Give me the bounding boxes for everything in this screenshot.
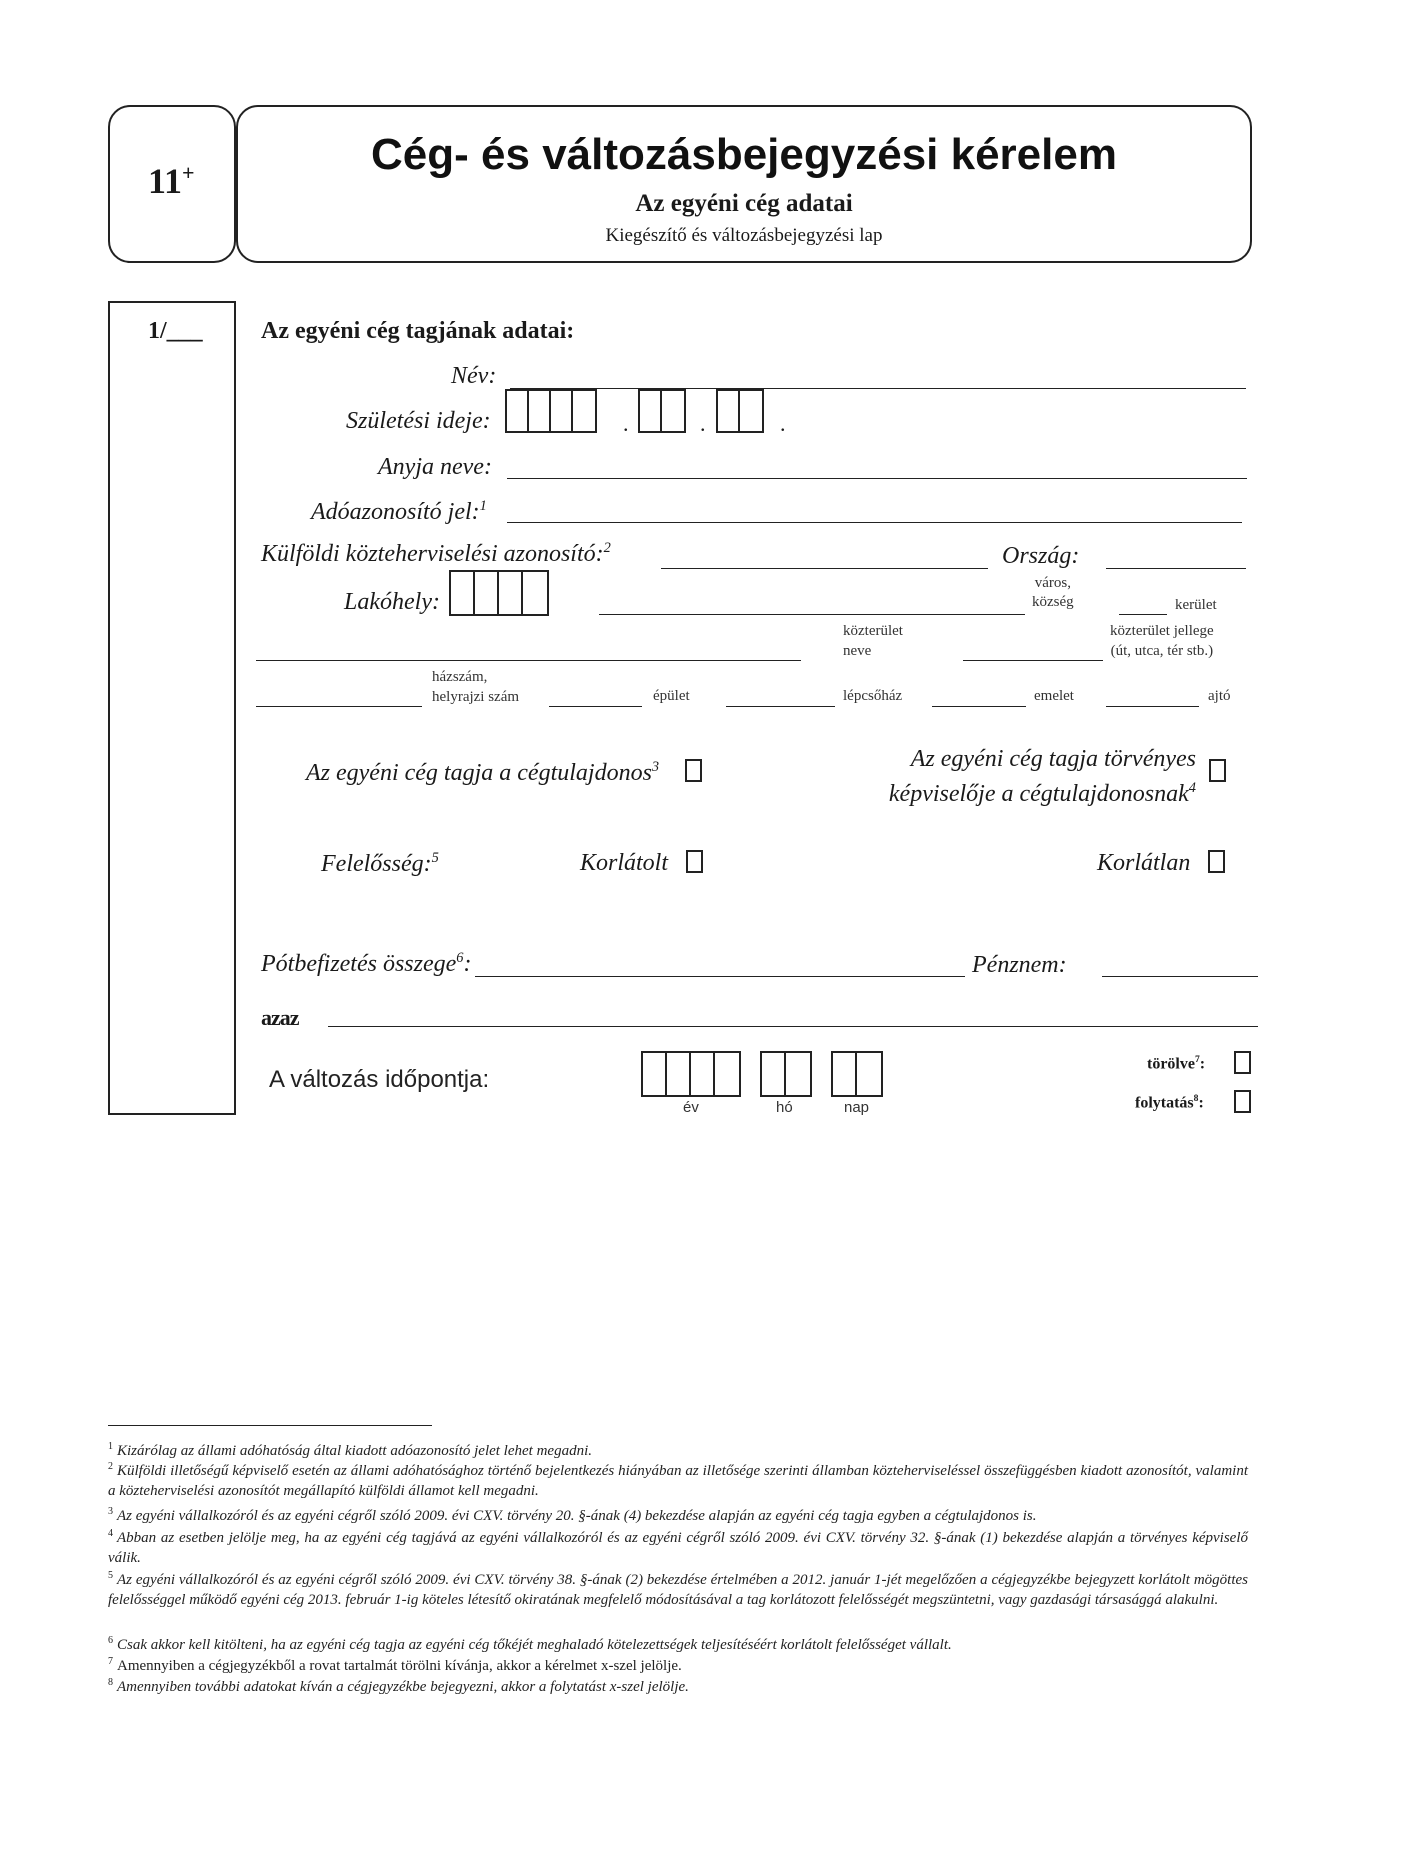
footnote-ref-6: 6: [456, 950, 464, 966]
change-month-boxes[interactable]: [760, 1051, 812, 1097]
country-label: Ország:: [1002, 543, 1080, 569]
footnote-ref-4: 4: [1188, 780, 1196, 796]
deleted-label: [1147, 1054, 1205, 1073]
currency-field[interactable]: [1102, 976, 1258, 977]
public-area-name-label: közterület neve: [843, 623, 903, 659]
footnote-5-num: 5: [108, 1570, 113, 1581]
form-number: [148, 160, 195, 202]
section-heading: Az egyéni cég tagjának adatai:: [261, 318, 575, 344]
deleted-checkbox[interactable]: [1234, 1051, 1251, 1074]
continuation-checkbox[interactable]: [1234, 1090, 1251, 1113]
limited-checkbox[interactable]: [686, 850, 703, 873]
unlimited-label: Korlátlan: [1097, 850, 1191, 876]
footnote-6-text: Csak akkor kell kitölteni, ha az egyéni cég tagja az egyéni cég tőkéjét meghaladó kötelezettségek teljesítéséért korlátolt felelősséget vállalt.: [117, 1637, 952, 1653]
footnote-5-text: Az egyéni vállalkozóról és az egyéni cégről szóló 2009. évi CXV. törvény 38. §-ának (2) bekezdése értelmében a 2012. január 1-jét megelőzően a cégjegyzékbe bejegyzett korlátolt mögöttes felelősséggel működő egyéni cég 2013. február 1-ig köteles létesítő okiratának megfelelő módosításával a tag korlátozott felelősségét megszüntetni, vagy gazdasági társasággá alakulni.: [108, 1572, 1248, 1608]
continuation-label-text: folytatás: [1135, 1094, 1194, 1112]
footnote-7-num: 7: [108, 1656, 113, 1667]
legal-rep-checkbox[interactable]: [1209, 759, 1226, 782]
footnote-ref-5: 5: [431, 850, 439, 866]
owner-label-text: Az egyéni cég tagja a cégtulajdonos: [306, 760, 652, 786]
city-field[interactable]: [599, 614, 1025, 615]
staircase-field[interactable]: [726, 706, 835, 707]
district-label: kerület: [1175, 597, 1217, 613]
foreign-id-label-text: Külföldi közteherviselési azonosító:: [261, 541, 604, 567]
footnote-separator: [108, 1425, 432, 1426]
footnote-4-text: Abban az esetben jelölje meg, ha az egyéni cég tagjává az egyéni vállalkozóról és az egyéni cégről szóló 2009. évi CXV. törvény 32. §-ának (1) bekezdése alapján a törvényes képviselő válik.: [108, 1530, 1248, 1566]
change-day-boxes[interactable]: [831, 1051, 883, 1097]
birth-month-boxes[interactable]: [638, 389, 686, 433]
footnote-5: [108, 1566, 1248, 1610]
footnote-8-num: 8: [108, 1677, 113, 1688]
in-words-label: azaz: [261, 1005, 299, 1030]
door-field[interactable]: [1106, 706, 1199, 707]
footnote-3-num: 3: [108, 1506, 113, 1517]
mother-name-label: Anyja neve:: [378, 454, 492, 480]
footnote-ref-2: 2: [603, 540, 611, 556]
building-field[interactable]: [549, 706, 642, 707]
supplement-amount-field[interactable]: [475, 976, 965, 977]
page-subtitle: Az egyéni cég adatai: [635, 190, 853, 217]
public-area-type-label: közterület jellege (út, utca, tér stb.): [1110, 623, 1214, 659]
footnote-3-text: Az egyéni vállalkozóról és az egyéni cégről szóló 2009. évi CXV. törvény 20. §-ának (4) bekezdése alapján az egyéni cég tagja egyben a cégtulajdonos is.: [117, 1508, 1037, 1524]
foreign-id-field[interactable]: [661, 568, 988, 569]
change-year-boxes[interactable]: [641, 1051, 741, 1097]
owner-checkbox[interactable]: [685, 759, 702, 782]
birth-dot: .: [623, 411, 629, 436]
day-label: nap: [844, 1099, 870, 1116]
birth-year-boxes[interactable]: [505, 389, 597, 433]
floor-field[interactable]: [932, 706, 1026, 707]
liability-label: [321, 850, 439, 878]
deleted-colon: :: [1199, 1055, 1206, 1073]
footnote-7-text: Amennyiben a cégjegyzékből a rovat tartalmát törölni kívánja, akkor a kérelmet x-szel jelölje.: [117, 1658, 682, 1674]
public-area-type-field[interactable]: [963, 660, 1103, 661]
footnote-8-text: Amennyiben további adatokat kíván a cégjegyzékbe bejegyezni, akkor a folytatást x-szel jelölje.: [117, 1679, 689, 1695]
footnote-3: [108, 1502, 1248, 1526]
deleted-label-text: törölve: [1147, 1055, 1195, 1073]
residence-label: Lakóhely:: [344, 589, 440, 615]
year-label: év: [683, 1099, 699, 1116]
tax-id-label: [311, 498, 487, 526]
page-title: Cég- és változásbejegyzési kérelem: [371, 130, 1117, 179]
birth-dot: .: [700, 411, 706, 436]
footnote-4-num: 4: [108, 1528, 113, 1539]
in-words-field[interactable]: [328, 1026, 1258, 1027]
footnote-8: [108, 1673, 1248, 1697]
footnote-ref-8: 8: [1193, 1093, 1199, 1104]
door-label: ajtó: [1208, 688, 1231, 704]
footnote-1-num: 1: [108, 1441, 113, 1452]
footnote-1-text: Kizárólag az állami adóhatóság által kiadott adóazonosító jelet lehet megadni.: [117, 1443, 592, 1459]
postal-code-boxes[interactable]: [449, 570, 549, 616]
footnote-ref-7: 7: [1194, 1054, 1200, 1065]
name-field[interactable]: [510, 388, 1246, 389]
birth-day-boxes[interactable]: [716, 389, 764, 433]
floor-label: emelet: [1034, 688, 1074, 704]
form-number-sup: +: [182, 160, 195, 185]
month-label: hó: [776, 1099, 793, 1116]
country-field[interactable]: [1106, 568, 1246, 569]
supplement-label-text: Pótbefizetés összege: [261, 951, 457, 977]
row-number-box: [108, 301, 236, 1115]
legal-rep-label-text: Az egyéni cég tagja törvényes képviselője a cégtulajdonosnak: [888, 746, 1196, 807]
continuation-colon: :: [1198, 1094, 1204, 1112]
birth-dot: .: [780, 411, 786, 436]
owner-label: [306, 759, 659, 787]
foreign-id-label: [261, 540, 611, 568]
footnote-2-text: Külföldi illetőségű képviselő esetén az állami adóhatósághoz történő bejelentkezés hiányában az illetősége szerinti államban közteherviseléssel összefüggésben kiadott azonosítót, valamint a közteherviselési azonosítót megállapító külföldi államot kell megadni.: [108, 1463, 1248, 1499]
house-number-field[interactable]: [256, 706, 422, 707]
footnote-ref-3: 3: [651, 759, 660, 775]
row-number: 1/___: [148, 318, 203, 344]
footnote-4: [108, 1524, 1248, 1568]
staircase-label: lépcsőház: [843, 688, 903, 704]
supplement-label: [261, 950, 472, 978]
tax-id-field[interactable]: [507, 522, 1242, 523]
legal-rep-label: [850, 745, 1196, 809]
footnote-6-num: 6: [108, 1635, 113, 1646]
public-area-name-field[interactable]: [256, 660, 801, 661]
sheet-type: Kiegészítő és változásbejegyzési lap: [605, 225, 883, 246]
birth-date-label: Születési ideje:: [346, 408, 491, 434]
footnote-2-num: 2: [108, 1461, 113, 1472]
footnote-ref-1: 1: [479, 498, 487, 514]
continuation-label: [1135, 1093, 1204, 1112]
footnote-2: [108, 1457, 1248, 1501]
supplement-colon: :: [463, 951, 472, 977]
liability-label-text: Felelősség:: [321, 851, 432, 877]
tax-id-label-text: Adóazonosító jel:: [311, 499, 480, 525]
limited-label: Korlátolt: [580, 850, 669, 876]
name-label: Név:: [451, 363, 497, 389]
unlimited-checkbox[interactable]: [1208, 850, 1225, 873]
city-label: város, község: [1032, 575, 1074, 610]
mother-name-field[interactable]: [507, 478, 1247, 479]
district-field[interactable]: [1119, 614, 1167, 615]
form-number-text: 11: [148, 161, 183, 201]
currency-label: Pénznem:: [972, 952, 1067, 978]
house-number-label: házszám, helyrajzi szám: [432, 669, 520, 705]
building-label: épület: [653, 688, 690, 704]
change-date-label: A változás időpontja:: [269, 1066, 490, 1093]
